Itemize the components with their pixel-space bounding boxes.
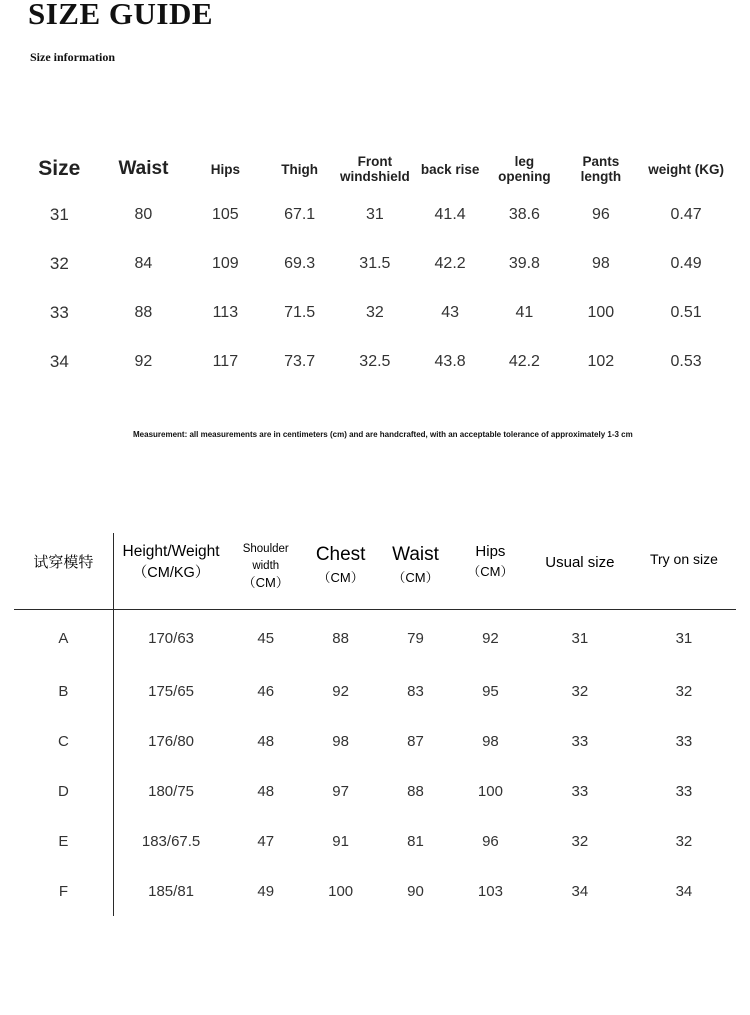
cell-height-weight: 175/65 bbox=[148, 682, 195, 700]
cell-pants-length: 102 bbox=[587, 352, 615, 370]
cell-thigh: 67.1 bbox=[284, 205, 316, 223]
cell-model: B bbox=[14, 666, 113, 716]
model-fit-table bbox=[14, 533, 736, 916]
cell-shoulder-width: 48 bbox=[257, 732, 275, 750]
table-row bbox=[20, 337, 732, 386]
header-shoulder-width bbox=[228, 533, 303, 610]
table-row bbox=[14, 766, 736, 816]
model-fit-header bbox=[14, 533, 736, 610]
cell-waist: 80 bbox=[134, 205, 153, 223]
cell-leg-opening: 38.6 bbox=[508, 205, 540, 223]
cell-hips: 117 bbox=[212, 352, 239, 370]
table-header-row bbox=[14, 533, 736, 610]
cell-chest: 98 bbox=[332, 732, 349, 750]
cell-try-on-size: 33 bbox=[675, 732, 693, 750]
cell-try-on-size: 32 bbox=[675, 832, 693, 850]
cell-weight: 0.47 bbox=[670, 205, 702, 223]
header-try-on-size bbox=[632, 533, 736, 610]
cell-thigh: 73.7 bbox=[284, 352, 316, 370]
cell-usual-size: 33 bbox=[571, 732, 589, 750]
cell-back-rise: 42.2 bbox=[434, 254, 466, 272]
cell-hips: 100 bbox=[477, 782, 503, 800]
header-hips: Hips bbox=[210, 161, 240, 177]
cell-shoulder-width: 48 bbox=[257, 782, 275, 800]
cell-back-rise: 43.8 bbox=[434, 352, 466, 370]
header-thigh: Thigh bbox=[281, 161, 319, 177]
cell-back-rise: 43 bbox=[441, 303, 459, 321]
cell-height-weight: 170/63 bbox=[148, 629, 195, 647]
cell-weight: 0.53 bbox=[670, 352, 702, 370]
cell-try-on-size: 33 bbox=[675, 782, 693, 800]
cell-weight: 0.51 bbox=[670, 303, 702, 321]
cell-try-on-size: 31 bbox=[675, 629, 693, 647]
model-fit-body bbox=[14, 610, 736, 917]
cell-waist: 88 bbox=[407, 782, 424, 800]
cell-usual-size: 34 bbox=[571, 882, 589, 900]
cell-pants-length: 98 bbox=[591, 254, 610, 272]
header-hips-unit: （CM） bbox=[467, 563, 514, 579]
cell-shoulder-width: 45 bbox=[257, 629, 275, 647]
header-usual-size bbox=[528, 533, 632, 610]
cell-model: E bbox=[14, 816, 113, 866]
header-waist-unit: （CM） bbox=[392, 569, 439, 585]
table-row bbox=[14, 716, 736, 766]
cell-thigh: 71.5 bbox=[284, 303, 316, 321]
cell-waist: 81 bbox=[407, 832, 424, 850]
size-chart-header bbox=[20, 148, 732, 190]
cell-leg-opening: 41 bbox=[515, 303, 534, 321]
cell-usual-size: 31 bbox=[571, 629, 589, 647]
cell-front-windshield: 31.5 bbox=[359, 254, 391, 272]
header-try-on-size-label: Try on size bbox=[649, 551, 718, 567]
header-weight: weight (KG) bbox=[648, 161, 724, 177]
header-height-weight-unit: （CM/KG） bbox=[132, 565, 210, 582]
cell-waist: 87 bbox=[407, 732, 424, 750]
cell-hips: 109 bbox=[212, 254, 239, 272]
cell-hips: 96 bbox=[482, 832, 499, 850]
header-waist-label: Waist bbox=[392, 544, 439, 565]
header-front-windshield: Front windshield bbox=[339, 154, 410, 184]
cell-front-windshield: 32 bbox=[365, 303, 384, 321]
cell-size: 33 bbox=[49, 302, 69, 322]
cell-thigh: 69.3 bbox=[284, 254, 316, 272]
cell-size: 31 bbox=[49, 204, 69, 224]
table-row bbox=[20, 288, 732, 337]
header-chest-unit: （CM） bbox=[317, 569, 364, 585]
cell-size: 34 bbox=[49, 351, 69, 371]
cell-waist: 79 bbox=[407, 629, 424, 647]
cell-chest: 92 bbox=[332, 682, 349, 700]
cell-usual-size: 33 bbox=[571, 782, 589, 800]
size-chart-table bbox=[20, 148, 732, 386]
cell-size: 32 bbox=[49, 253, 69, 273]
table-row bbox=[14, 866, 736, 916]
cell-hips: 103 bbox=[477, 882, 503, 900]
cell-usual-size: 32 bbox=[571, 832, 589, 850]
header-height-weight-label: Height/Weight bbox=[122, 543, 220, 560]
header-size: Size bbox=[38, 157, 81, 180]
cell-chest: 97 bbox=[332, 782, 349, 800]
measurement-note: Measurement: all measurements are in centimeters (cm) and are handcrafted, with an acceptable tolerance of approximately 1-3 cm bbox=[133, 430, 633, 439]
table-row bbox=[14, 666, 736, 716]
table-row bbox=[14, 816, 736, 866]
header-shoulder-width-label: Shoulder width bbox=[242, 543, 289, 572]
header-leg-opening: leg opening bbox=[498, 154, 551, 184]
cell-leg-opening: 42.2 bbox=[508, 352, 540, 370]
cell-try-on-size: 32 bbox=[675, 682, 693, 700]
header-pants-length: Pants length bbox=[580, 154, 622, 184]
cell-leg-opening: 39.8 bbox=[508, 254, 540, 272]
header-hips-label: Hips bbox=[475, 543, 506, 560]
cell-hips: 98 bbox=[482, 732, 499, 750]
cell-hips: 95 bbox=[482, 682, 499, 700]
header-usual-size-label: Usual size bbox=[545, 554, 615, 571]
cell-waist: 92 bbox=[134, 352, 153, 370]
cell-model: A bbox=[14, 610, 113, 667]
model-fit-section bbox=[14, 533, 736, 916]
cell-chest: 88 bbox=[332, 629, 349, 647]
header-shoulder-width-unit: （CM） bbox=[242, 575, 289, 591]
cell-height-weight: 183/67.5 bbox=[141, 832, 201, 850]
cell-try-on-size: 34 bbox=[675, 882, 693, 900]
header-model-label: 试穿模特 bbox=[33, 554, 94, 571]
cell-back-rise: 41.4 bbox=[434, 205, 466, 223]
cell-model: D bbox=[14, 766, 113, 816]
cell-usual-size: 32 bbox=[571, 682, 589, 700]
cell-model: F bbox=[14, 866, 113, 916]
cell-shoulder-width: 47 bbox=[257, 832, 275, 850]
cell-pants-length: 96 bbox=[591, 205, 610, 223]
cell-chest: 100 bbox=[328, 882, 354, 900]
cell-hips: 113 bbox=[212, 303, 239, 321]
cell-front-windshield: 32.5 bbox=[359, 352, 391, 370]
header-chest bbox=[303, 533, 378, 610]
table-row bbox=[14, 610, 736, 667]
header-waist bbox=[378, 533, 453, 610]
table-row bbox=[20, 239, 732, 288]
cell-hips: 105 bbox=[212, 205, 239, 223]
header-chest-label: Chest bbox=[315, 544, 366, 565]
cell-shoulder-width: 49 bbox=[257, 882, 275, 900]
cell-waist: 88 bbox=[134, 303, 153, 321]
header-waist: Waist bbox=[118, 158, 169, 179]
cell-height-weight: 176/80 bbox=[148, 732, 195, 750]
cell-weight: 0.49 bbox=[670, 254, 702, 272]
cell-pants-length: 100 bbox=[587, 303, 615, 321]
table-row bbox=[20, 190, 732, 239]
cell-shoulder-width: 46 bbox=[257, 682, 275, 700]
page-title: SIZE GUIDE bbox=[28, 0, 214, 31]
header-back-rise: back rise bbox=[420, 161, 480, 177]
cell-height-weight: 180/75 bbox=[148, 782, 195, 800]
cell-front-windshield: 31 bbox=[365, 205, 384, 223]
header-model bbox=[14, 533, 113, 610]
header-height-weight bbox=[113, 533, 228, 610]
size-information-label: Size information bbox=[30, 50, 115, 64]
cell-waist: 83 bbox=[407, 682, 424, 700]
cell-hips: 92 bbox=[482, 629, 499, 647]
cell-waist: 90 bbox=[407, 882, 424, 900]
header-hips bbox=[453, 533, 528, 610]
size-chart-body bbox=[20, 190, 732, 386]
cell-height-weight: 185/81 bbox=[148, 882, 195, 900]
table-header-row bbox=[20, 148, 732, 190]
cell-waist: 84 bbox=[134, 254, 153, 272]
cell-model: C bbox=[14, 716, 113, 766]
cell-chest: 91 bbox=[332, 832, 349, 850]
